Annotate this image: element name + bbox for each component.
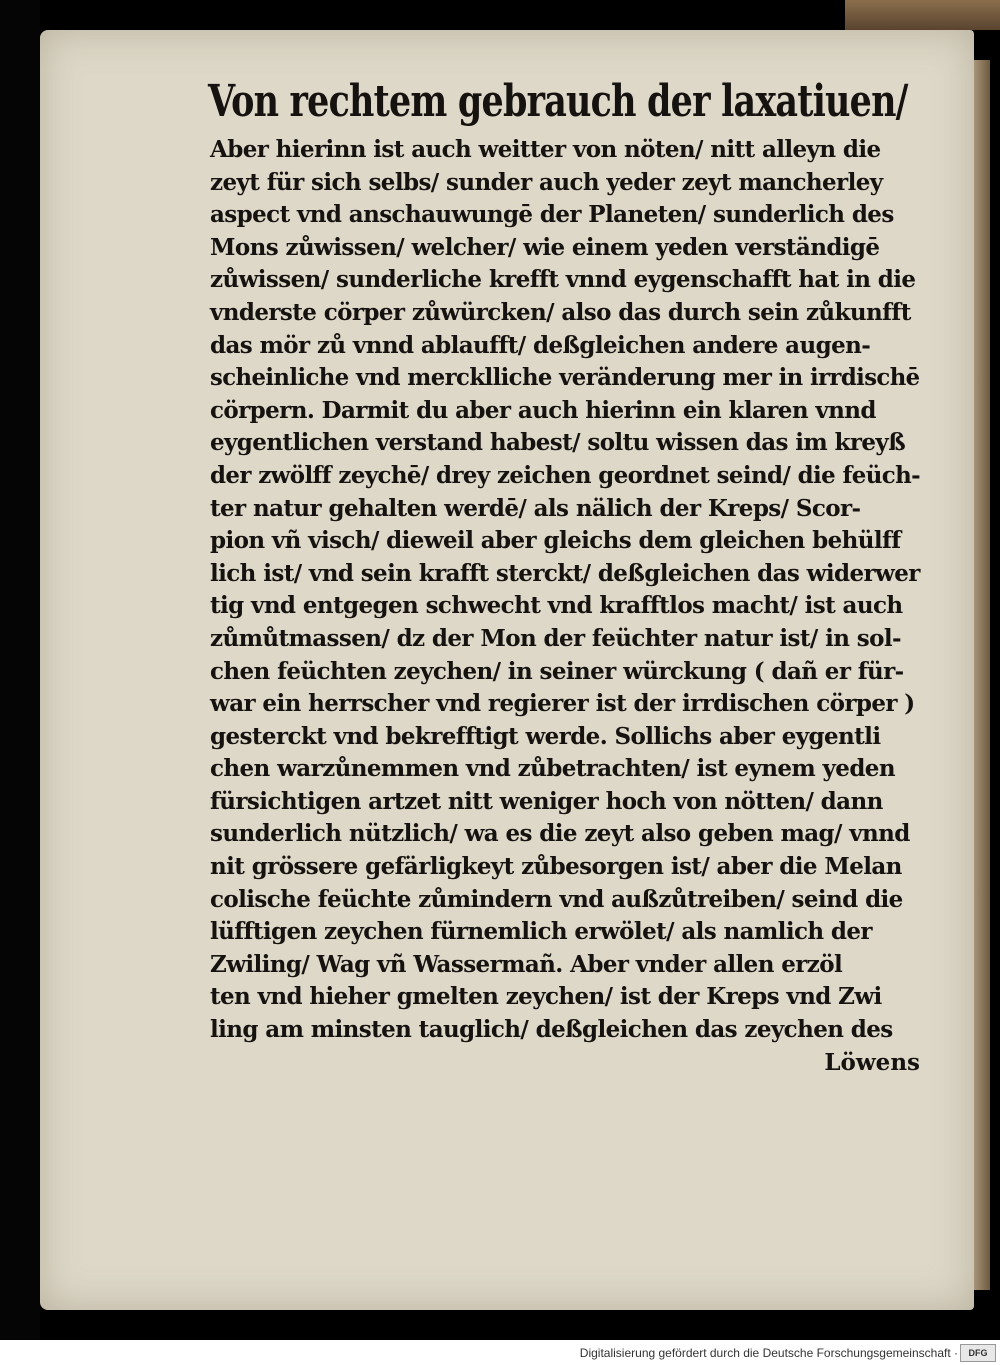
text-line: vnderste cörper zůwürcken/ also das durch sein zůkunfft	[210, 298, 911, 326]
text-line: aspect vnd anschauwungē der Planeten/ sunderlich des	[210, 201, 894, 229]
text-line: sunderlich nützlich/ wa es die zeyt also geben mag/ vnnd	[210, 820, 910, 848]
text-line: zůwissen/ sunderliche krefft vnnd eygenschafft hat in die	[210, 266, 916, 294]
text-lines	[170, 134, 920, 1047]
scan-left-edge	[0, 0, 40, 1340]
text-line: nit grössere gefärligkeyt zůbesorgen ist/ aber die Melan	[210, 853, 902, 881]
text-line: lich ist/ vnd sein krafft sterckt/ deßgleichen das widerwer	[210, 559, 920, 587]
page-edge	[974, 60, 990, 1290]
text-line: Zwiling/ Wag vñ Wassermañ. Aber vnder allen erzöl	[210, 950, 843, 978]
running-heading: Von rechtem gebrauch der laxatiuen/	[208, 76, 908, 127]
page-text	[170, 70, 920, 1079]
text-line: zůmůtmassen/ dz der Mon der feüchter natur ist/ in sol-	[210, 624, 901, 652]
text-line: ter natur gehalten werdē/ als nälich der Kreps/ Scor-	[210, 494, 861, 522]
text-line: war ein herrscher vnd regierer ist der irrdischen cörper )	[210, 690, 915, 718]
footer-credit: Digitalisierung gefördert durch die Deutsche Forschungsgemeinschaft ·	[579, 1346, 958, 1360]
text-line: gesterckt vnd bekrefftigt werde. Sollichs aber eygentli	[210, 722, 881, 750]
text-line: colische feüchte zůmindern vnd außzůtreiben/ seind die	[210, 885, 903, 913]
book-cover-corner	[845, 0, 1000, 30]
text-line: der zwölff zeychē/ drey zeichen geordnet seind/ die feüch-	[210, 461, 921, 489]
catchword: Löwens	[824, 1048, 920, 1076]
text-line: eygentlichen verstand habest/ soltu wissen das im kreyß	[210, 429, 906, 457]
text-line: ten vnd hieher gmelten zeychen/ ist der Kreps vnd Zwi	[210, 983, 882, 1011]
text-line: cörpern. Darmit du aber auch hierinn ein klaren vnnd	[210, 396, 876, 424]
footer-bar	[0, 1340, 1000, 1365]
text-line: Aber hierinn ist auch weitter von nöten/ nitt alleyn die	[210, 136, 881, 163]
text-line: chen feüchten zeychen/ in seiner würckung ( dañ er für-	[210, 657, 904, 685]
text-line: das mör zů vnnd ablaufft/ deßgleichen andere augen-	[210, 331, 871, 359]
text-line: zeyt für sich selbs/ sunder auch yeder zeyt mancherley	[210, 168, 883, 196]
dfg-logo: DFG	[960, 1344, 996, 1362]
text-line: ling am minsten tauglich/ deßgleichen das zeychen des	[210, 1016, 893, 1044]
text-line: Mons zůwissen/ welcher/ wie einem yeden verständigē	[210, 233, 880, 261]
text-line: tig vnd entgegen schwecht vnd krafftlos macht/ ist auch	[210, 592, 903, 620]
text-line: chen warzůnemmen vnd zůbetrachten/ ist eynem yeden	[210, 755, 895, 783]
text-line: pion vñ visch/ dieweil aber gleichs dem gleichen behülff	[210, 527, 901, 555]
text-line: fürsichtigen artzet nitt weniger hoch von nötten/ dann	[210, 787, 883, 815]
text-line: lüfftigen zeychen fürnemlich erwölet/ als namlich der	[210, 918, 872, 946]
text-line: scheinliche vnd mercklliche veränderung mer in irrdischē	[210, 364, 920, 392]
